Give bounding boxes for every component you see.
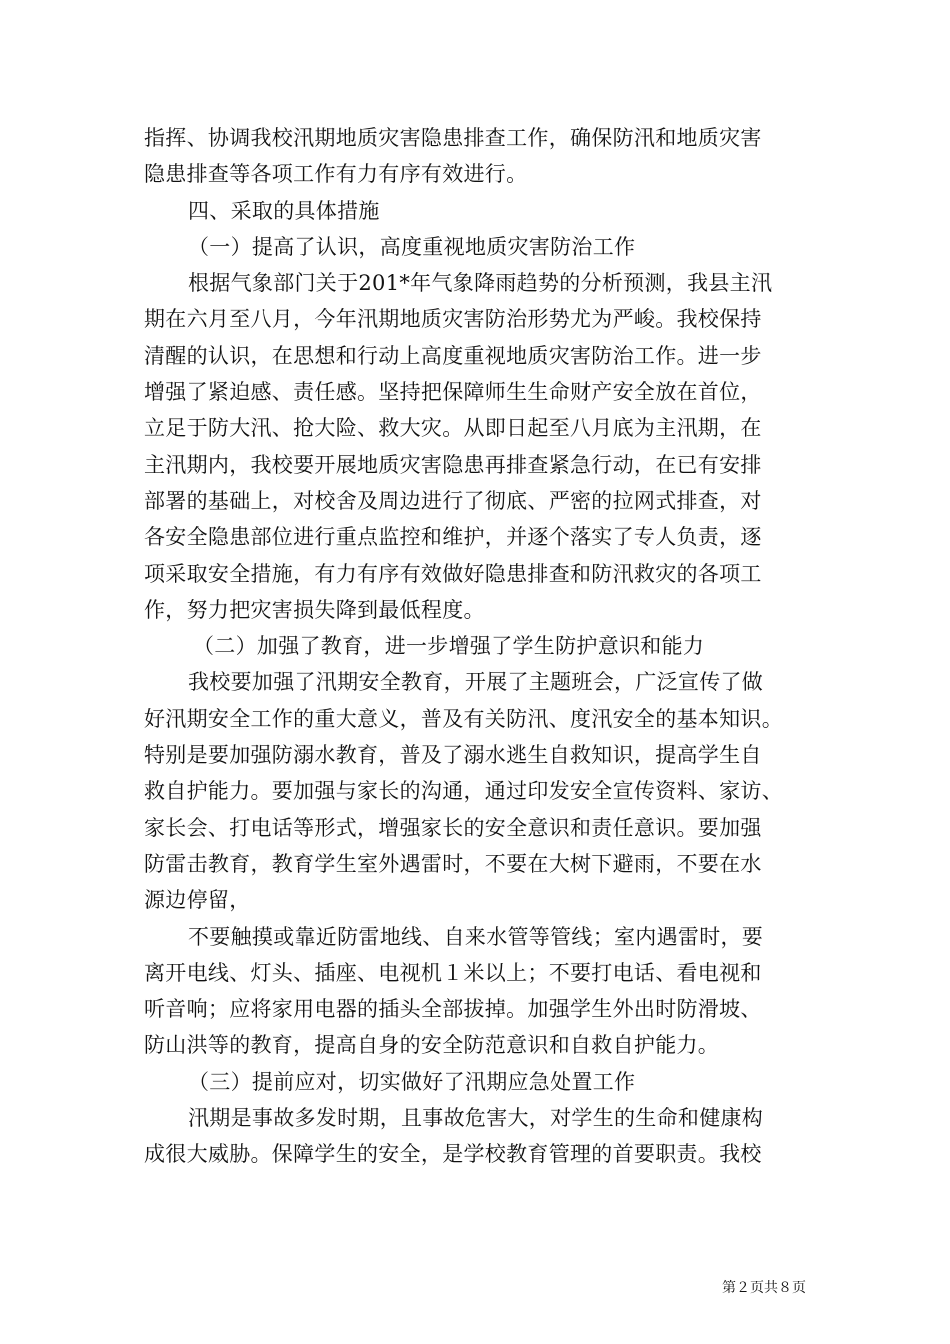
text-line: 部署的基础上，对校舍及周边进行了彻底、严密的拉网式排查，对 xyxy=(144,488,762,513)
page-number: 第２页共８页 xyxy=(722,1280,806,1296)
text-line: 源边停留， xyxy=(144,888,251,913)
text-line: 指挥、协调我校汛期地质灾害隐患排查工作，确保防汛和地质灾害 xyxy=(144,126,762,150)
text-line: 隐患排查等各项工作有力有序有效进行。 xyxy=(144,162,528,187)
text-line: 我校要加强了汛期安全教育，开展了主题班会，广泛宣传了做 xyxy=(188,670,764,695)
subsection-heading: （二）加强了教育，进一步增强了学生防护意识和能力 xyxy=(193,634,705,659)
text-line: 主汛期内，我校要开展地质灾害隐患再排查紧急行动，在已有安排 xyxy=(144,452,762,477)
text-line: 救自护能力。要加强与家长的沟通，通过印发安全宣传资料、家访、 xyxy=(144,779,783,804)
text-line: 不要触摸或靠近防雷地线、自来水管等管线；室内遇雷时，要 xyxy=(188,924,764,949)
text-line: 防雷击教育，教育学生室外遇雷时，不要在大树下避雨，不要在水 xyxy=(144,851,762,876)
text-line: 防山洪等的教育，提高自身的安全防范意识和自救自护能力。 xyxy=(144,1033,720,1058)
text-line: 清醒的认识，在思想和行动上高度重视地质灾害防治工作。进一步 xyxy=(144,343,762,368)
section-heading: 四、采取的具体措施 xyxy=(188,198,380,223)
text-line: 作，努力把灾害损失降到最低程度。 xyxy=(144,597,485,622)
subsection-heading: （一）提高了认识，高度重视地质灾害防治工作 xyxy=(188,234,636,259)
text-line: 增强了紧迫感、责任感。坚持把保障师生生命财产安全放在首位， xyxy=(144,380,762,405)
text-line: 家长会、打电话等形式，增强家长的安全意识和责任意识。要加强 xyxy=(144,815,762,840)
text-line: 汛期是事故多发时期，且事故危害大，对学生的生命和健康构 xyxy=(188,1106,764,1131)
text-line: 立足于防大汛、抢大险、救大灾。从即日起至八月底为主汛期，在 xyxy=(144,416,762,441)
text-line: 成很大威胁。保障学生的安全，是学校教育管理的首要职责。我校 xyxy=(144,1142,762,1167)
subsection-heading: （三）提前应对，切实做好了汛期应急处置工作 xyxy=(188,1069,636,1094)
text-line: 听音响；应将家用电器的插头全部拔掉。加强学生外出时防滑坡、 xyxy=(144,997,762,1022)
text-line: 特别是要加强防溺水教育，普及了溺水逃生自救知识，提高学生自 xyxy=(144,743,762,768)
text-line: 好汛期安全工作的重大意义，普及有关防汛、度汛安全的基本知识。 xyxy=(144,706,783,731)
text-line: 各安全隐患部位进行重点监控和维护，并逐个落实了专人负责，逐 xyxy=(144,525,762,550)
text-line: 期在六月至八月，今年汛期地质灾害防治形势尤为严峻。我校保持 xyxy=(144,307,762,332)
text-line: 根据气象部门关于201*年气象降雨趋势的分析预测，我县主汛 xyxy=(188,271,773,296)
text-line: 项采取安全措施，有力有序有效做好隐患排查和防汛救灾的各项工 xyxy=(144,561,762,586)
text-line: 离开电线、灯头、插座、电视机１米以上；不要打电话、看电视和 xyxy=(144,960,762,985)
document-body xyxy=(144,120,814,1173)
